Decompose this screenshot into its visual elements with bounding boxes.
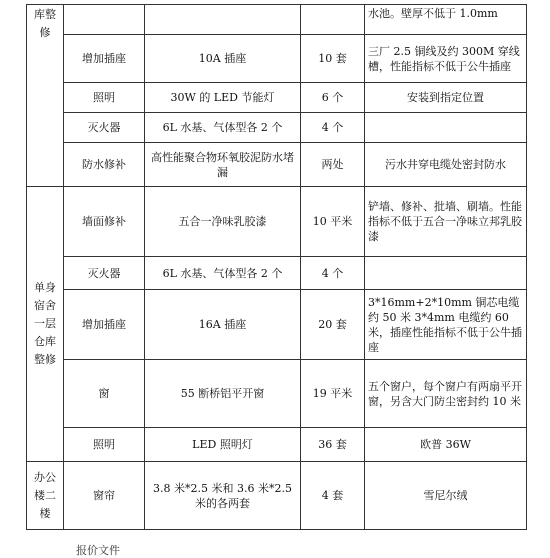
item-cell: 窗帘 <box>64 462 145 530</box>
spec-cell: 16A 插座 <box>145 290 301 360</box>
area-label: 办公 楼二 楼 <box>34 470 56 520</box>
spec-cell: 3.8 米*2.5 米和 3.6 米*2.5 米的各两套 <box>145 462 301 530</box>
table-row <box>27 143 527 187</box>
table-row <box>27 290 527 360</box>
table-row <box>27 5 527 35</box>
remark-cell: 污水井穿电缆处密封防水 <box>365 143 527 187</box>
item-cell: 增加插座 <box>64 35 145 83</box>
qty-cell: 10 套 <box>301 35 365 83</box>
qty-cell: 4 个 <box>301 113 365 143</box>
remark-cell: 欧普 36W <box>365 428 527 462</box>
remark-cell: 三厂 2.5 铜线及约 300M 穿线槽，性能指标不低于公牛插座 <box>365 35 527 83</box>
spec-cell: 55 断桥铝平开窗 <box>145 360 301 428</box>
area-cell <box>27 5 64 187</box>
table-row <box>27 35 527 83</box>
qty-cell: 6 个 <box>301 83 365 113</box>
remark-cell: 3*16mm+2*10mm 铜芯电缆约 50 米 3*4mm 电缆约 60 米，插座性能指标不低于公牛插座 <box>365 290 527 360</box>
item-cell: 墙面修补 <box>64 187 145 257</box>
table-row <box>27 462 527 530</box>
item-cell: 照明 <box>64 428 145 462</box>
qty-cell: 4 个 <box>301 257 365 290</box>
remark-cell: 安装到指定位置 <box>365 83 527 113</box>
spec-cell: 30W 的 LED 节能灯 <box>145 83 301 113</box>
spec-cell: 五合一净味乳胶漆 <box>145 187 301 257</box>
qty-cell: 两处 <box>301 143 365 187</box>
footer-text: 报价文件 <box>76 544 120 557</box>
remark-cell: 水池。壁厚不低于 1.0mm <box>365 5 527 35</box>
table-row <box>27 83 527 113</box>
specification-table <box>26 4 527 530</box>
item-cell <box>64 5 145 35</box>
remark-cell: 铲墙、修补、批墙、刷墙。性能指标不低于五合一净味立邦乳胶漆 <box>365 187 527 257</box>
spec-cell: 6L 水基、气体型各 2 个 <box>145 113 301 143</box>
spec-cell: 高性能聚合物环氧胶泥防水堵漏 <box>145 143 301 187</box>
qty-cell: 20 套 <box>301 290 365 360</box>
remark-cell <box>365 257 527 290</box>
table-row <box>27 257 527 290</box>
spec-cell <box>145 5 301 35</box>
item-cell: 灭火器 <box>64 257 145 290</box>
spec-cell: 10A 插座 <box>145 35 301 83</box>
qty-cell: 19 平米 <box>301 360 365 428</box>
item-cell: 灭火器 <box>64 113 145 143</box>
area-cell <box>27 187 64 462</box>
item-cell: 防水修补 <box>64 143 145 187</box>
item-cell: 增加插座 <box>64 290 145 360</box>
remark-cell: 雪尼尔绒 <box>365 462 527 530</box>
remark-cell: 五个窗户，每个窗户有两扇平开窗，另含大门防尘密封约 10 米 <box>365 360 527 428</box>
qty-cell: 4 套 <box>301 462 365 530</box>
table-row <box>27 113 527 143</box>
item-cell: 照明 <box>64 83 145 113</box>
area-cell <box>27 462 64 530</box>
qty-cell <box>301 5 365 35</box>
area-label: 库整 修 <box>34 8 56 39</box>
table-row <box>27 360 527 428</box>
item-cell: 窗 <box>64 360 145 428</box>
area-label: 单身 宿舍 一层 仓库 整修 <box>34 281 56 366</box>
table-row <box>27 187 527 257</box>
table-row <box>27 428 527 462</box>
spec-cell: 6L 水基、气体型各 2 个 <box>145 257 301 290</box>
qty-cell: 10 平米 <box>301 187 365 257</box>
remark-cell <box>365 113 527 143</box>
qty-cell: 36 套 <box>301 428 365 462</box>
spec-cell: LED 照明灯 <box>145 428 301 462</box>
